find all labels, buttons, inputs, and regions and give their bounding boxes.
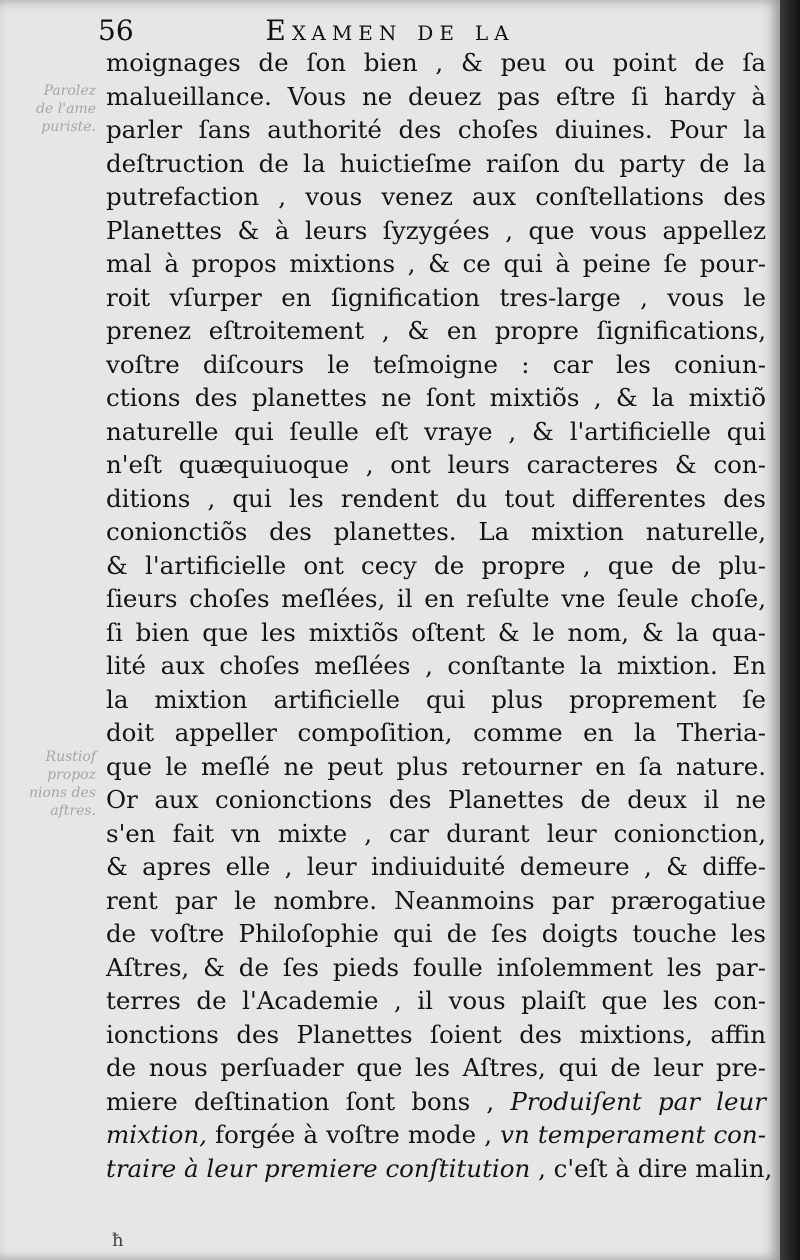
margin-note-2 <box>0 748 96 820</box>
text-line: lité aux choſes meſlées , conſtante la mixtion. En <box>106 651 766 680</box>
text-line: rent par le nombre. Neanmoins par prærogatiue <box>106 885 766 915</box>
text-line: parler ſans authorité des choſes diuines. Pour la <box>106 115 766 144</box>
text-line: de voſtre Philoſophie qui de ſes doigts touche les <box>106 919 766 948</box>
margin-note-line: de l'ame <box>36 101 96 117</box>
italic-span: vn temperament con- <box>500 1120 766 1149</box>
text-line: ſieurs choſes meſlées, il en reſulte vne ſeule choſe, <box>106 584 766 613</box>
margin-note-line: propoz <box>47 767 96 783</box>
text-line: roit vſurper en ſignification tres-large , vous le <box>106 282 766 312</box>
text-line: ionctions des Planettes ſoient des mixtions, affin <box>106 1019 766 1049</box>
text-line: moignages de ſon bien , & peu ou point de ſa <box>106 48 766 77</box>
margin-note-line: Parolez <box>43 83 96 99</box>
text-line: malueillance. Vous ne deuez pas eſtre ſi hardy à <box>106 81 766 111</box>
running-head: Examen de la <box>265 14 515 47</box>
text-line: ditions , qui les rendent du tout differentes des <box>106 483 766 513</box>
printer-signature-mark: ħ <box>112 1230 124 1251</box>
text-line: & l'artificielle ont cecy de propre , que de plu- <box>106 550 766 580</box>
italic-span: Produiſent par leur <box>510 1086 766 1116</box>
italic-span: mixtion, <box>106 1120 207 1149</box>
body-text <box>106 46 773 1185</box>
text-line: mal à propos mixtions , & ce qui à peine ſe pour- <box>106 249 766 278</box>
text-line: ctions des planettes ne ſont mixtiõs , & la mixtiõ <box>106 383 766 412</box>
text-line: deſtruction de la huictieſme raiſon du party de la <box>106 148 766 178</box>
text-line: terres de l'Academie , il vous plaiſt que les con- <box>106 986 766 1015</box>
text-line: Planettes & à leurs ſyzygées , que vous appellez <box>106 215 766 245</box>
text-line: de nous perſuader que les Aſtres, qui de leur pre- <box>106 1053 766 1082</box>
text-line: Aſtres, & de ſes pieds foulle inſolemment les par- <box>106 952 766 982</box>
text-line: prenez eſtroitement , & en propre ſignifications, <box>106 316 766 345</box>
margin-note-line: Rustiof <box>45 749 96 765</box>
book-edge <box>780 0 800 1260</box>
margin-note-line: nions des <box>28 785 96 801</box>
italic-span: traire à leur premiere conſtitution <box>106 1153 531 1183</box>
text-line: n'eſt quæquiuoque , ont leurs caracteres & con- <box>106 450 766 479</box>
text-line: que le meſlé ne peut plus retourner en ſa nature. <box>106 751 766 781</box>
text-line: s'en fait vn mixte , car durant leur conionction, <box>106 818 766 848</box>
text-line: & apres elle , leur indiuiduité demeure , & diffe- <box>106 852 766 881</box>
margin-note-1 <box>0 82 96 136</box>
text-line: Or aux conionctions des Planettes de deux il ne <box>106 785 766 814</box>
text-line: miere deſtination ſont bons , Produiſent par leur <box>106 1086 766 1116</box>
text-line: doit appeller compoſition, comme en la Theria- <box>106 718 766 747</box>
text-line: conionctiõs des planettes. La mixtion naturelle, <box>106 517 766 546</box>
text-line: la mixtion artificielle qui plus proprement ſe <box>106 684 766 714</box>
text-line: putrefaction , vous venez aux conſtellations des <box>106 182 766 211</box>
text-line: ſi bien que les mixtiõs oſtent & le nom, & la qua- <box>106 617 766 647</box>
margin-note-line: aftres. <box>50 803 96 819</box>
text-line: voſtre diſcours le teſmoigne : car les coniun- <box>106 349 766 379</box>
text-line: mixtion, forgée à voſtre mode , vn temperament con- <box>106 1120 766 1149</box>
page-number: 56 <box>98 14 134 47</box>
text-line: naturelle qui ſeulle eſt vraye , & l'artificielle qui <box>106 416 766 446</box>
text-line: traire à leur premiere conſtitution , c'eſt à dire malin, <box>106 1153 773 1183</box>
margin-note-line: puriste. <box>41 119 96 135</box>
